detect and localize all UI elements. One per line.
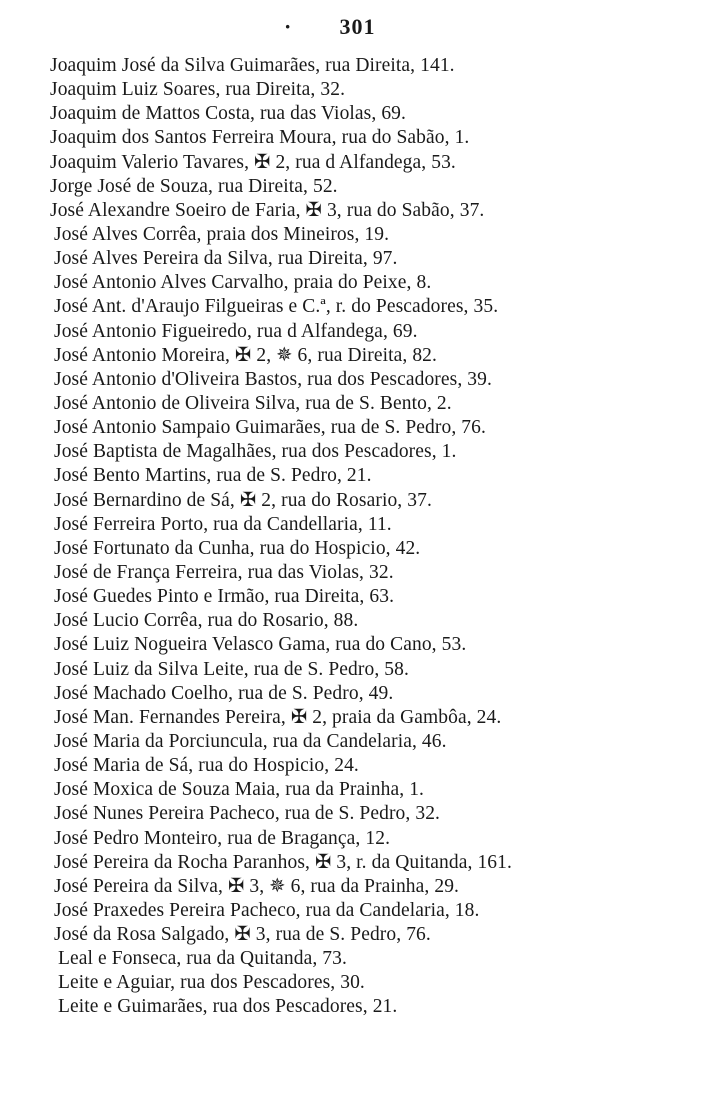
list-item: José Moxica de Souza Maia, rua da Prainha, 1. [54,779,425,801]
list-item: Joaquim dos Santos Ferreira Moura, rua do Sabão, 1. [50,127,470,149]
list-item: José Guedes Pinto e Irmão, rua Direita, 63. [54,586,395,608]
list-item: José Lucio Corrêa, rua do Rosario, 88. [54,610,359,632]
list-item: José Antonio Moreira, ✠ 2, ✵ 6, rua Direita, 82. [54,344,437,366]
list-item: José Pedro Monteiro, rua de Bragança, 12. [54,827,391,849]
list-item: José Luiz Nogueira Velasco Gama, rua do Cano, 53. [54,634,467,656]
list-item: José Baptista de Magalhães, rua dos Pescadores, 1. [54,441,457,463]
list-item: Jorge José de Souza, rua Direita, 52. [50,175,338,197]
list-item: José Machado Coelho, rua de S. Pedro, 49. [54,682,394,704]
list-item: Leal e Fonseca, rua da Quitanda, 73. [58,948,347,970]
list-item: Joaquim de Mattos Costa, rua das Violas, 69. [50,103,406,125]
list-item: José Alexandre Soeiro de Faria, ✠ 3, rua do Sabão, 37. [50,199,485,221]
list-item: José Maria de Sá, rua do Hospicio, 24. [54,755,359,777]
list-item: Joaquim Valerio Tavares, ✠ 2, rua d Alfandega, 53. [50,151,456,173]
list-item: José Antonio d'Oliveira Bastos, rua dos Pescadores, 39. [54,368,492,390]
list-item: Joaquim José da Silva Guimarães, rua Direita, 141. [50,55,455,76]
list-item: José Maria da Porciuncula, rua da Candelaria, 46. [54,730,447,752]
list-item: José Bernardino de Sá, ✠ 2, rua do Rosario, 37. [54,489,432,511]
list-item: José Ant. d'Araujo Filgueiras e C.ª, r. do Pescadores, 35. [54,296,499,318]
list-item: José Pereira da Rocha Paranhos, ✠ 3, r. da Quitanda, 161. [54,851,512,873]
list-item: Leite e Guimarães, rua dos Pescadores, 21. [58,996,398,1018]
list-item: José Alves Pereira da Silva, rua Direita, 97. [54,248,398,270]
list-item: José Nunes Pereira Pacheco, rua de S. Pedro, 32. [54,803,441,825]
list-item: José Ferreira Porto, rua da Candellaria, 11. [54,513,392,535]
list-item: José da Rosa Salgado, ✠ 3, rua de S. Pedro, 76. [54,924,431,946]
list-item: Leite e Aguiar, rua dos Pescadores, 30. [58,972,365,994]
page-number-text: 301 [339,14,376,39]
list-item: Joaquim Luiz Soares, rua Direita, 32. [50,79,346,101]
page-mark-dot: · [284,14,293,39]
list-item: José Antonio de Oliveira Silva, rua de S. Bento, 2. [54,392,452,414]
list-item: José Antonio Sampaio Guimarães, rua de S. Pedro, 76. [54,417,486,439]
list-item: José de França Ferreira, rua das Violas, 32. [54,561,394,583]
list-item: José Praxedes Pereira Pacheco, rua da Candelaria, 18. [54,899,480,921]
list-item: José Fortunato da Cunha, rua do Hospicio, 42. [54,537,421,559]
directory-list [50,54,705,1020]
list-item: José Man. Fernandes Pereira, ✠ 2, praia da Gambôa, 24. [54,706,502,728]
page-number [0,14,715,40]
list-item: José Pereira da Silva, ✠ 3, ✵ 6, rua da Prainha, 29. [54,875,460,897]
list-item: José Bento Martins, rua de S. Pedro, 21. [54,465,372,487]
list-item: José Antonio Figueiredo, rua d Alfandega, 69. [54,320,418,342]
list-item: José Alves Corrêa, praia dos Mineiros, 19. [54,223,390,245]
list-item: José Luiz da Silva Leite, rua de S. Pedro, 58. [54,658,409,680]
list-item: José Antonio Alves Carvalho, praia do Peixe, 8. [54,272,432,294]
